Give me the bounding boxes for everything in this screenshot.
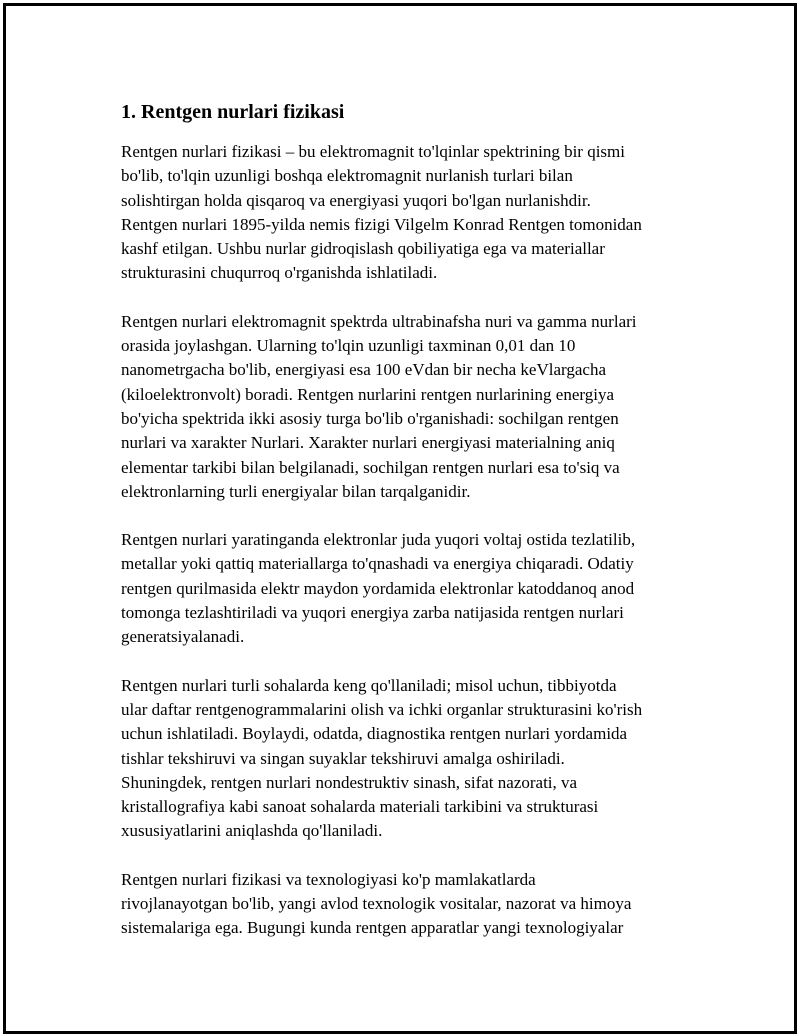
text-line: kristallografiya kabi sanoat sohalarda materiali tarkibini va strukturasi — [121, 797, 599, 817]
text-line: Rentgen nurlari fizikasi – bu elektromagnit to'lqinlar spektrining bir qismi — [121, 142, 625, 161]
text-line: Rentgen nurlari turli sohalarda keng qo'llaniladi; misol uchun, tibbiyotda — [121, 675, 617, 695]
text-line: uchun ishlatiladi. Boylaydi, odatda, diagnostika rentgen nurlari yordamida — [121, 724, 628, 744]
text-line: nurlari va xarakter Nurlari. Xarakter nurlari energiyasi materialning aniq — [121, 433, 615, 453]
text-line: elektronlarning turli energiyalar bilan tarqalganidir. — [121, 481, 471, 501]
text-line: elementar tarkibi bilan belgilanadi, sochilgan rentgen nurlari esa to'siq va — [121, 457, 620, 477]
paragraph-2 — [121, 310, 711, 504]
text-line: bo'lib, to'lqin uzunligi boshqa elektromagnit nurlanish turlari bilan — [121, 166, 573, 186]
text-line: Rentgen nurlari fizikasi va texnologiyasi ko'p mamlakatlarda — [121, 869, 536, 889]
text-line: sistemalariga ega. Bugungi kunda rentgen apparatlar yangi texnologiyalar — [121, 918, 624, 938]
text-line: tomonga tezlashtiriladi va yuqori energiya zarba natijasida rentgen nurlari — [121, 603, 624, 623]
text-line: generatsiyalanadi. — [121, 627, 245, 647]
document-body — [121, 98, 711, 965]
text-line: rivojlanayotgan bo'lib, yangi avlod texnologik vositalar, nazorat va himoya — [121, 894, 632, 914]
text-line: orasida joylashgan. Ularning to'lqin uzunligi taxminan 0,01 dan 10 — [121, 336, 576, 356]
text-line: (kiloelektronvolt) boradi. Rentgen nurlarini rentgen nurlarining energiya — [121, 384, 615, 404]
paragraph-5 — [121, 868, 711, 941]
text-line: Rentgen nurlari 1895-yilda nemis fizigi Vilgelm Konrad Rentgen tomonidan — [121, 214, 642, 234]
text-line: tishlar tekshiruvi va singan suyaklar tekshiruvi amalga oshiriladi. — [121, 748, 565, 768]
page-frame — [3, 3, 797, 1034]
text-line: metallar yoki qattiq materiallarga to'qnashadi va energiya chiqaradi. Odatiy — [121, 554, 634, 574]
text-line: kashf etilgan. Ushbu nurlar gidroqislash qobiliyatiga ega va materiallar — [121, 239, 605, 259]
text-line: ular daftar rentgenogrammalarini olish va ichki organlar strukturasini ko'rish — [121, 699, 643, 719]
paragraph-4 — [121, 674, 711, 844]
text-line: strukturasini chuqurroq o'rganishda ishlatiladi. — [121, 263, 438, 283]
paragraph-1 — [121, 140, 711, 286]
text-line: rentgen qurilmasida elektr maydon yordamida elektronlar katoddanoq anod — [121, 578, 635, 598]
text-line: xususiyatlarini aniqlashda qo'llaniladi. — [121, 821, 383, 841]
text-line: Shuningdek, rentgen nurlari nondestruktiv sinash, sifat nazorati, va — [121, 772, 578, 792]
paragraph-3 — [121, 528, 711, 649]
text-line: Rentgen nurlari elektromagnit spektrda ultrabinafsha nuri va gamma nurlari — [121, 311, 637, 331]
text-line: bo'yicha spektrida ikki asosiy turga bo'lib o'rganishadi: sochilgan rentgen — [121, 408, 619, 428]
text-line: nanometrgacha bo'lib, energiyasi esa 100 eVdan bir necha keVlargacha — [121, 360, 607, 380]
text-line: solishtirgan holda qisqaroq va energiyasi yuqori bo'lgan nurlanishdir. — [121, 190, 591, 210]
section-heading: 1. Rentgen nurlari fizikasi — [121, 101, 345, 123]
text-line: Rentgen nurlari yaratinganda elektronlar juda yuqori voltaj ostida tezlatilib, — [121, 530, 636, 550]
